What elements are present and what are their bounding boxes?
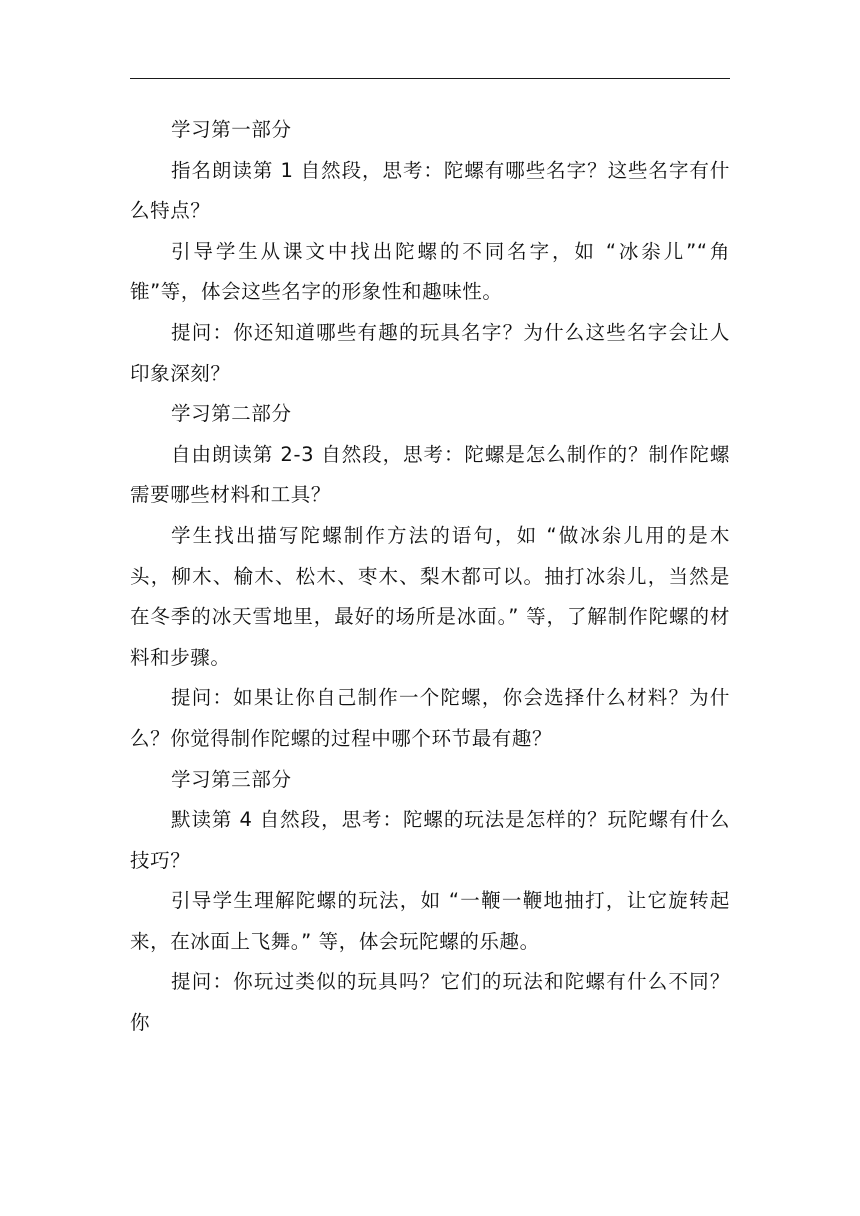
reading-task-paragraph-2-3: 自由朗读第 2-3 自然段，思考：陀螺是怎么制作的？制作陀螺需要哪些材料和工具？ xyxy=(130,442,730,507)
reading-task-paragraph-4: 默读第 4 自然段，思考：陀螺的玩法是怎样的？玩陀螺有什么技巧？ xyxy=(130,808,730,872)
guidance-paragraph-names: 引导学生从课文中找出陀螺的不同名字，如 “冰尜儿”“角锥”等，体会这些名字的形象性和趣味性。 xyxy=(130,239,730,304)
question-paragraph-similar-toys: 提问：你玩过类似的玩具吗？它们的玩法和陀螺有什么不同？你 xyxy=(130,970,730,1035)
header-rule xyxy=(130,78,730,79)
section-heading-part-three: 学习第三部分 xyxy=(171,767,292,791)
section-heading-part-two: 学习第二部分 xyxy=(171,402,292,426)
question-paragraph-toy-names: 提问：你还知道哪些有趣的玩具名字？为什么这些名字会让人印象深刻？ xyxy=(130,320,730,385)
reading-task-paragraph-1: 指名朗读第 1 自然段，思考：陀螺有哪些名字？这些名字有什么特点？ xyxy=(130,158,730,223)
document-body xyxy=(130,110,730,1044)
guidance-paragraph-playing: 引导学生理解陀螺的玩法，如 “一鞭一鞭地抽打，让它旋转起来，在冰面上飞舞。” 等，体会玩陀螺的乐趣。 xyxy=(130,889,730,953)
section-heading-part-one: 学习第一部分 xyxy=(171,118,292,141)
question-paragraph-materials: 提问：如果让你自己制作一个陀螺，你会选择什么材料？为什么？你觉得制作陀螺的过程中哪个环节最有趣？ xyxy=(130,686,730,750)
guidance-paragraph-making: 学生找出描写陀螺制作方法的语句，如 “做冰尜儿用的是木头，柳木、榆木、松木、枣木、梨木都可以。抽打冰尜儿，当然是在冬季的冰天雪地里，最好的场所是冰面。” 等，了解制作陀螺的材料和步骤。 xyxy=(130,523,730,669)
